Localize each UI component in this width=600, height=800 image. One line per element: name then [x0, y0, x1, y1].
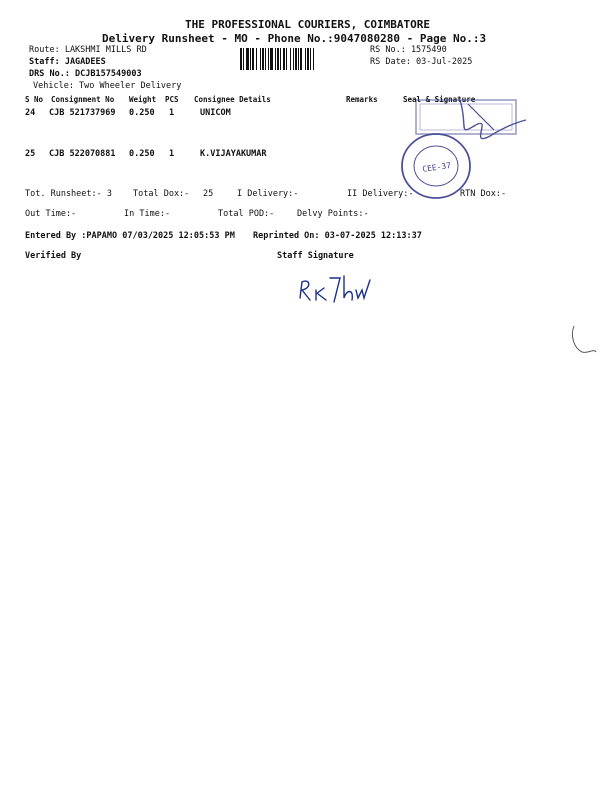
barcode-bar [295, 48, 297, 70]
reprinted-on: Reprinted On: 03-07-2025 12:13:37 [253, 231, 422, 241]
staff-signature-handwriting [296, 268, 376, 308]
barcode-bar [277, 48, 279, 70]
total-dox-value: 25 [203, 189, 214, 199]
barcode-bar [250, 48, 251, 70]
row-sno: 24 [25, 108, 36, 118]
row-sno: 25 [25, 149, 36, 159]
runsheet-subtitle: Delivery Runsheet - MO - Phone No.:9047080280 - Page No.:3 [102, 32, 487, 45]
row-weight: 0.250 [129, 149, 155, 159]
row-pcs: 1 [169, 108, 175, 118]
col-consignment: Consignment No [51, 95, 115, 104]
company-title: THE PROFESSIONAL COURIERS, COIMBATORE [185, 18, 431, 31]
in-time: In Time:- [124, 209, 171, 219]
rtn-dox: RTN Dox:- [460, 189, 507, 199]
col-seal-signature: Seal & Signature [403, 95, 476, 104]
col-pcs: PCS [165, 95, 179, 104]
barcode-bar [313, 48, 314, 70]
i-delivery: I Delivery:- [237, 189, 299, 199]
stamp-date: CEE-37 [421, 160, 452, 174]
vehicle-text: Vehicle: Two Wheeler Delivery [33, 81, 182, 91]
barcode-bar [290, 48, 291, 70]
rs-date: RS Date: 03-Jul-2025 [370, 57, 473, 67]
barcode-bar [260, 48, 261, 70]
tot-runsheet: Tot. Runsheet:- 3 [25, 189, 112, 199]
row-consignee: K.VIJAYAKUMAR [200, 149, 267, 159]
barcode-bar [280, 48, 281, 70]
drs-text: DRS No.: DCJB157549003 [29, 69, 142, 79]
barcode-bar [265, 48, 266, 70]
barcode-bar [246, 48, 249, 70]
row-consignee: UNICOM [200, 108, 231, 118]
staff-text: Staff: JAGADEES [29, 57, 106, 67]
barcode-bar [293, 48, 294, 70]
total-dox-label: Total Dox:- [133, 189, 190, 199]
barcode-bar [256, 48, 257, 70]
col-sno: S No [25, 95, 44, 104]
row-weight: 0.250 [129, 108, 155, 118]
barcode-bar [305, 48, 306, 70]
out-time: Out Time:- [25, 209, 77, 219]
ii-delivery: II Delivery:- [347, 189, 414, 199]
barcode-bar [252, 48, 254, 70]
barcode-bar [283, 48, 285, 70]
col-consignee: Consignee Details [194, 95, 271, 104]
barcode-bar [298, 48, 299, 70]
stray-mark [568, 322, 598, 358]
barcode-bar [243, 48, 244, 70]
barcode-bar [240, 48, 242, 70]
barcode-bar [275, 48, 276, 70]
rs-number: RS No.: 1575490 [370, 45, 447, 55]
col-weight: Weight [129, 95, 157, 104]
barcode-bar [307, 48, 309, 70]
route-text: Route: LAKSHMI MILLS RD [29, 45, 147, 55]
row-consignment: CJB 522070881 [49, 149, 116, 159]
barcode-bar [262, 48, 264, 70]
barcode [240, 48, 360, 70]
delvy-points: Delvy Points:- [297, 209, 369, 219]
total-pod: Total POD:- [218, 209, 275, 219]
row-consignment: CJB 521737969 [49, 108, 116, 118]
col-remarks: Remarks [346, 95, 378, 104]
verified-by: Verified By [25, 251, 82, 261]
receiver-stamp [398, 96, 530, 204]
barcode-bar [286, 48, 287, 70]
staff-signature-label: Staff Signature [277, 251, 354, 261]
entered-by: Entered By :PAPAMO 07/03/2025 12:05:53 PM [25, 231, 235, 241]
row-pcs: 1 [169, 149, 175, 159]
barcode-bar [310, 48, 311, 70]
barcode-bar [300, 48, 302, 70]
barcode-bar [268, 48, 269, 70]
barcode-bar [270, 48, 273, 70]
